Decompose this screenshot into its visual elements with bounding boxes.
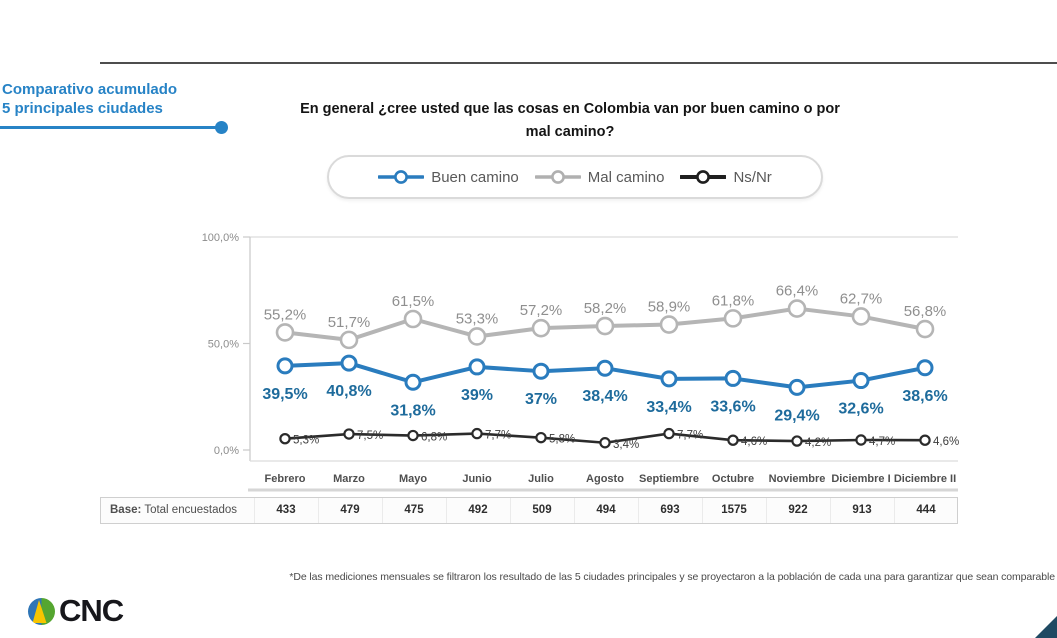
data-point-marker — [853, 308, 869, 324]
category-label: Marzo — [333, 473, 365, 485]
section-heading — [2, 80, 242, 118]
base-label-bold: Base: — [110, 504, 142, 516]
data-point-marker — [789, 301, 805, 317]
section-heading-line2: 5 principales ciudades — [2, 100, 163, 118]
base-value: 475 — [404, 504, 424, 516]
legend-label: Ns/Nr — [733, 168, 772, 186]
data-point-marker — [918, 361, 932, 375]
data-label: 4,6% — [933, 436, 960, 449]
data-label: 57,2% — [519, 302, 563, 320]
data-label: 61,5% — [391, 293, 435, 311]
trend-line-chart — [90, 228, 970, 494]
data-point-marker — [277, 324, 293, 340]
base-column-separator — [254, 498, 255, 523]
data-point-marker — [917, 321, 933, 337]
base-row-label — [110, 498, 237, 523]
data-point-marker — [472, 429, 481, 438]
data-label: 32,6% — [838, 400, 884, 418]
data-point-marker — [533, 320, 549, 336]
category-label: Mayo — [398, 473, 428, 485]
category-label: Junio — [462, 473, 492, 485]
data-label: 55,2% — [263, 306, 307, 324]
data-point-marker — [664, 429, 673, 438]
data-label: 3,4% — [613, 438, 640, 451]
data-label: 7,5% — [357, 430, 384, 443]
data-label: 33,4% — [646, 398, 692, 416]
data-point-marker — [854, 374, 868, 388]
data-label: 31,8% — [390, 402, 436, 420]
cnc-logo — [28, 593, 123, 629]
base-value: 492 — [468, 504, 488, 516]
base-value: 913 — [852, 504, 872, 516]
base-value: 433 — [276, 504, 296, 516]
base-column-separator — [830, 498, 831, 523]
data-label: 66,4% — [775, 282, 819, 300]
cnc-logo-text: CNC — [59, 593, 124, 628]
data-point-marker — [792, 436, 801, 445]
data-label: 62,7% — [839, 290, 883, 308]
data-label: 4,2% — [805, 437, 832, 450]
base-column-separator — [318, 498, 319, 523]
data-point-marker — [598, 361, 612, 375]
data-label: 39% — [460, 386, 494, 404]
legend-marker-icon — [680, 169, 726, 185]
data-point-marker — [344, 429, 353, 438]
question-line2: mal camino? — [525, 124, 615, 141]
data-point-marker — [406, 375, 420, 389]
category-label: Febrero — [264, 473, 306, 485]
data-point-marker — [408, 431, 417, 440]
data-point-marker — [790, 380, 804, 394]
data-point-marker — [920, 436, 929, 445]
base-value: 479 — [340, 504, 360, 516]
data-label: 61,8% — [711, 292, 755, 310]
base-label-rest: Total encuestados — [141, 504, 238, 516]
data-label: 33,6% — [710, 398, 756, 416]
data-point-marker — [725, 310, 741, 326]
corner-triangle-decoration — [1035, 616, 1057, 638]
legend-item-mal-camino — [535, 169, 665, 186]
y-tick-label: 50,0% — [207, 338, 239, 351]
heading-underline — [0, 126, 222, 129]
base-value: 1575 — [721, 504, 747, 516]
category-label: Septiembre — [639, 473, 699, 485]
base-value: 509 — [532, 504, 552, 516]
data-label: 38,6% — [902, 387, 948, 405]
base-column-separator — [766, 498, 767, 523]
data-label: 5,8% — [549, 433, 576, 446]
data-point-marker — [597, 318, 613, 334]
base-value: 693 — [660, 504, 680, 516]
footnote: *De las mediciones mensuales se filtraron los resultado de las 5 ciudades principales y se proyectaron a la población de cada una para garantizar que sean comparable — [289, 571, 1055, 583]
data-point-marker — [856, 435, 865, 444]
base-column-separator — [510, 498, 511, 523]
data-label: 56,8% — [903, 303, 947, 321]
question-line1: En general ¿cree usted que las cosas en Colombia van por buen camino o por — [300, 101, 840, 117]
data-label: 51,7% — [327, 313, 371, 331]
legend-item-ns-nr — [680, 169, 771, 186]
data-point-marker — [341, 332, 357, 348]
data-label: 58,2% — [583, 300, 627, 318]
category-label: Diciembre I — [831, 473, 891, 485]
base-row — [100, 497, 958, 524]
section-heading-line1: Comparativo acumulado — [2, 81, 178, 98]
category-label: Diciembre II — [893, 473, 957, 485]
heading-underline-dot — [215, 121, 228, 134]
chart-question-title — [255, 98, 885, 144]
data-label: 4,7% — [869, 435, 896, 448]
data-point-marker — [278, 359, 292, 373]
legend-marker-icon — [378, 169, 424, 185]
category-label: Agosto — [586, 473, 624, 485]
chart-area — [90, 228, 970, 494]
category-label: Julio — [528, 473, 554, 485]
data-point-marker — [534, 364, 548, 378]
base-column-separator — [702, 498, 703, 523]
cnc-logo-icon — [28, 598, 55, 625]
data-label: 38,4% — [582, 388, 628, 406]
data-label: 7,7% — [485, 429, 512, 442]
base-value: 444 — [916, 504, 936, 516]
top-divider — [100, 62, 1057, 64]
legend-label: Mal camino — [587, 168, 665, 186]
data-point-marker — [469, 328, 485, 344]
base-column-separator — [894, 498, 895, 523]
data-point-marker — [405, 311, 421, 327]
data-label: 39,5% — [262, 385, 308, 403]
data-point-marker — [726, 371, 740, 385]
y-tick-label: 0,0% — [213, 445, 239, 457]
data-label: 29,4% — [774, 407, 820, 425]
data-point-marker — [280, 434, 289, 443]
data-point-marker — [600, 438, 609, 447]
data-label: 5,3% — [293, 434, 320, 447]
base-column-separator — [638, 498, 639, 523]
data-point-marker — [342, 356, 356, 370]
data-label: 6,8% — [421, 431, 448, 444]
data-label: 37% — [524, 391, 558, 409]
data-point-marker — [536, 433, 545, 442]
base-column-separator — [382, 498, 383, 523]
base-value: 922 — [788, 504, 808, 516]
legend-marker-icon — [535, 169, 581, 185]
base-column-separator — [574, 498, 575, 523]
data-label: 58,9% — [647, 298, 691, 316]
data-label: 7,7% — [677, 429, 704, 442]
base-value: 494 — [596, 504, 616, 516]
data-point-marker — [662, 372, 676, 386]
category-label: Octubre — [711, 473, 755, 485]
legend-label: Buen camino — [431, 168, 519, 186]
data-point-marker — [470, 360, 484, 374]
data-label: 53,3% — [455, 310, 499, 328]
category-label: Noviembre — [768, 473, 826, 485]
data-point-marker — [661, 317, 677, 333]
legend — [327, 155, 823, 199]
legend-item-buen-camino — [378, 169, 519, 186]
base-column-separator — [446, 498, 447, 523]
data-label: 40,8% — [326, 383, 372, 401]
y-tick-label: 100,0% — [201, 232, 239, 244]
data-label: 4,6% — [741, 436, 768, 449]
data-point-marker — [728, 436, 737, 445]
